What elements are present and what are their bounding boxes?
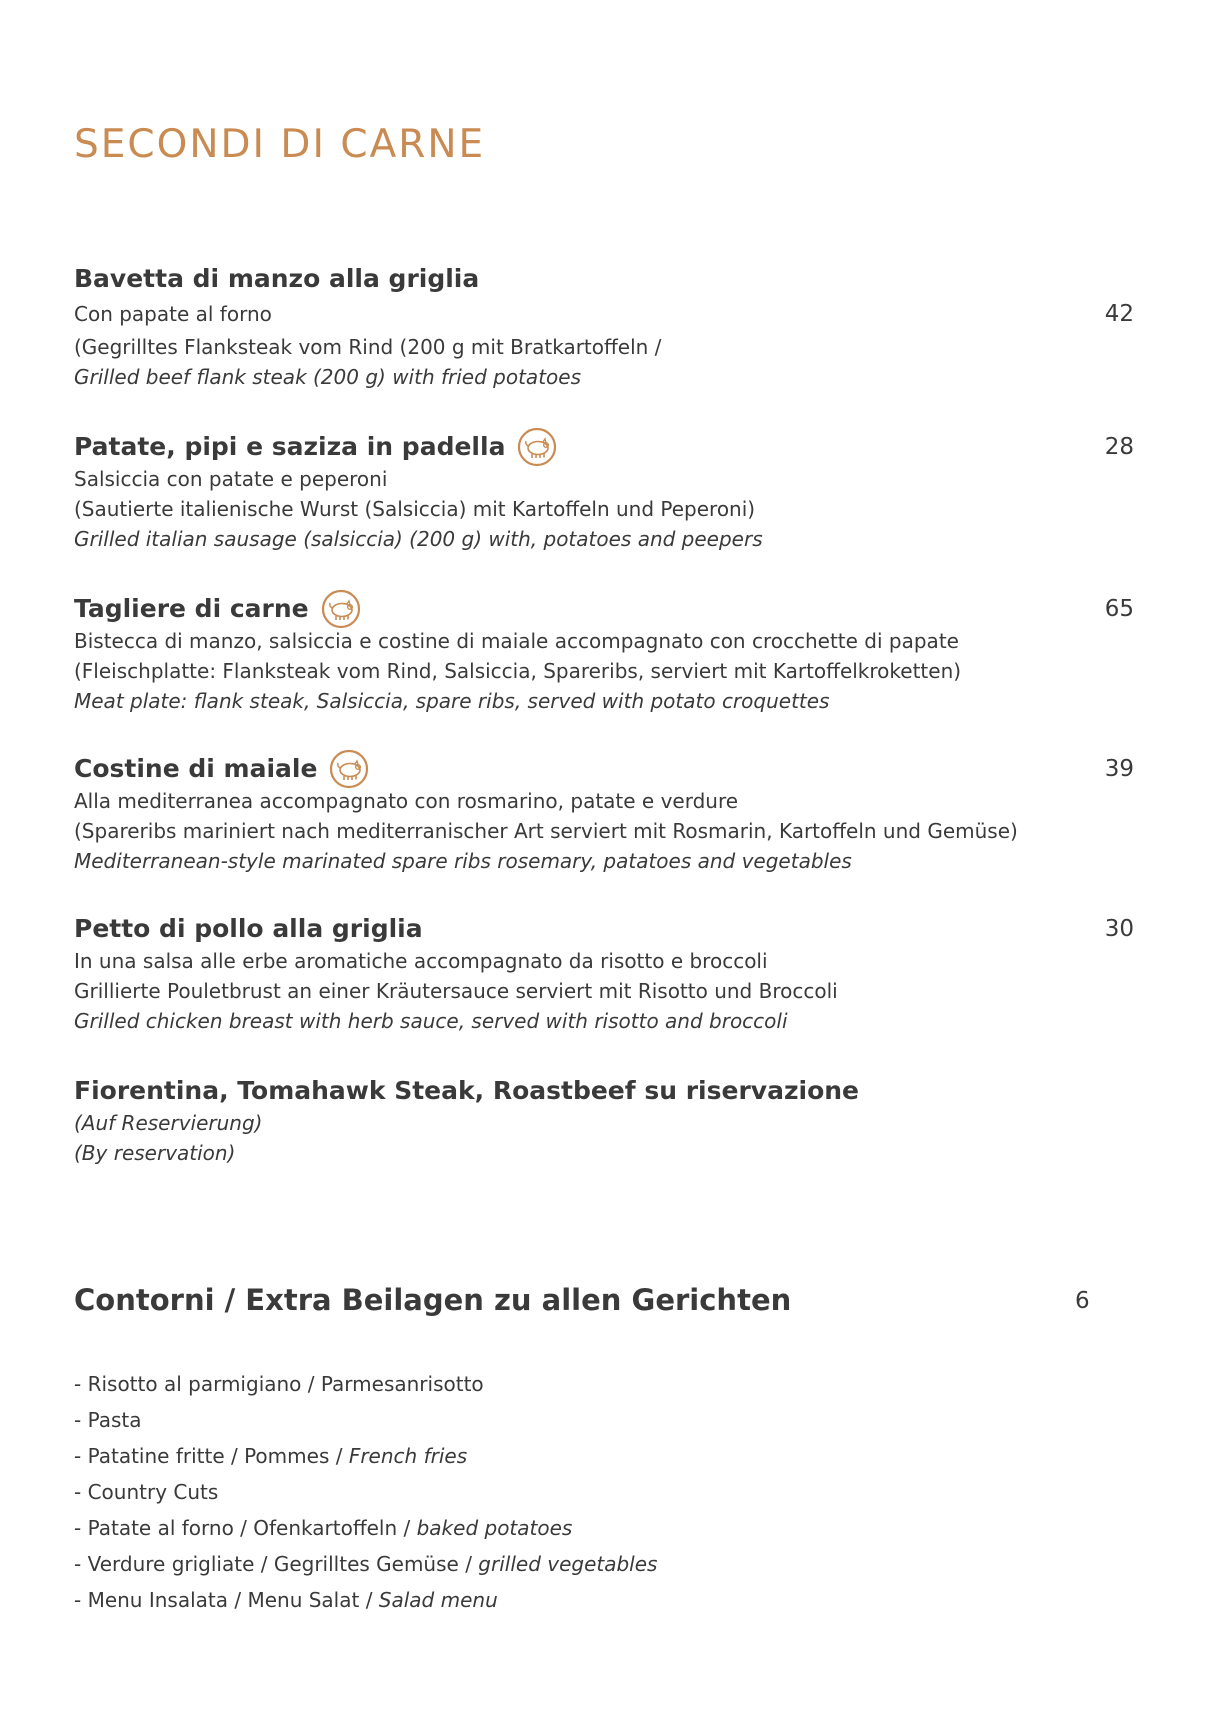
menu-item-price: 30 [1104, 916, 1134, 942]
menu-item [74, 592, 1134, 716]
pig-icon [329, 749, 369, 789]
menu-item-description-en: Grilled chicken breast with herb sauce, served with risotto and broccoli [74, 1009, 788, 1033]
contorni-title: Contorni / Extra Beilagen zu allen Gerichten [74, 1283, 792, 1317]
menu-item-name-text: Tagliere di carne [74, 594, 309, 623]
list-item [74, 1474, 657, 1510]
menu-item-description-de: (Fleischplatte: Flanksteak vom Rind, Salsiccia, Spareribs, serviert mit Kartoffelkroketten) [74, 659, 962, 683]
menu-item-description-de: (Sautierte italienische Wurst (Salsiccia) mit Kartoffeln und Peperoni) [74, 497, 756, 521]
menu-item-description-en: (By reservation) [74, 1141, 236, 1165]
menu-item-name [74, 262, 1134, 296]
menu-item-name [74, 912, 1134, 946]
page-title: SECONDI DI CARNE [74, 122, 486, 167]
side-dish-text-en: French fries [348, 1444, 468, 1468]
menu-item-description-it: In una salsa alle erbe aromatiche accompagnato da risotto e broccoli [74, 949, 768, 973]
pig-icon [321, 589, 361, 629]
menu-item-description-en: Grilled italian sausage (salsiccia) (200 g) with, potatoes and peepers [74, 527, 763, 551]
menu-item-description-de: (Auf Reservierung) [74, 1111, 263, 1135]
menu-item-description-de: (Spareribs mariniert nach mediterranischer Art serviert mit Rosmarin, Kartoffeln und Gemüse) [74, 819, 1018, 843]
menu-item-name [74, 1074, 1134, 1108]
menu-item-description-de: (Gegrilltes Flanksteak vom Rind (200 g mit Bratkartoffeln / [74, 335, 662, 359]
menu-item [74, 912, 1134, 1036]
side-dish-list [74, 1366, 657, 1618]
side-dish-text: - Menu Insalata / Menu Salat / [74, 1588, 379, 1612]
menu-item [74, 752, 1134, 876]
list-item [74, 1582, 657, 1618]
menu-item-name [74, 752, 1134, 786]
side-dish-text: - Risotto al parmigiano / Parmesanrisotto [74, 1372, 484, 1396]
menu-item-description-en: Meat plate: flank steak, Salsiccia, spare ribs, served with potato croquettes [74, 689, 830, 713]
side-dish-text: - Patatine fritte / Pommes / [74, 1444, 349, 1468]
list-item [74, 1402, 657, 1438]
menu-item-price: 65 [1104, 596, 1134, 622]
side-dish-text: - Verdure grigliate / Gegrilltes Gemüse / [74, 1552, 479, 1576]
menu-item-name-text: Costine di maiale [74, 754, 318, 783]
menu-item-description-it: Bistecca di manzo, salsiccia e costine di maiale accompagnato con crocchette di papate [74, 629, 959, 653]
menu-item-name-text: Patate, pipi e saziza in padella [74, 432, 506, 461]
menu-item-description-it: Con papate al forno [74, 302, 272, 326]
pig-icon [517, 427, 557, 467]
menu-item-price: 28 [1104, 434, 1134, 460]
menu-item-name-text: Petto di pollo alla griglia [74, 914, 423, 943]
menu-item-description-it: Alla mediterranea accompagnato con rosmarino, patate e verdure [74, 789, 739, 813]
menu-item [74, 262, 1134, 392]
side-dish-text: - Country Cuts [74, 1480, 219, 1504]
menu-item [74, 1074, 1134, 1168]
list-item [74, 1510, 657, 1546]
menu-item-name [74, 430, 1134, 464]
menu-item-price: 42 [1104, 301, 1134, 327]
menu-item-description-de: Grillierte Pouletbrust an einer Kräutersauce serviert mit Risotto und Broccoli [74, 979, 838, 1003]
list-item [74, 1546, 657, 1582]
menu-item-description-it: Salsiccia con patate e peperoni [74, 467, 388, 491]
side-dish-text: - Patate al forno / Ofenkartoffeln / [74, 1516, 417, 1540]
side-dish-text-en: grilled vegetables [478, 1552, 658, 1576]
side-dish-text-en: Salad menu [378, 1588, 498, 1612]
contorni-price: 6 [1075, 1288, 1090, 1314]
list-item [74, 1438, 657, 1474]
menu-item-name-text: Fiorentina, Tomahawk Steak, Roastbeef su riservazione [74, 1076, 859, 1105]
list-item [74, 1366, 657, 1402]
menu-item-description-en: Grilled beef flank steak (200 g) with fried potatoes [74, 365, 581, 389]
side-dish-text-en: baked potatoes [416, 1516, 573, 1540]
menu-item-name-text: Bavetta di manzo alla griglia [74, 264, 480, 293]
menu-item-price: 39 [1104, 756, 1134, 782]
menu-item [74, 430, 1134, 554]
menu-item-description-en: Mediterranean-style marinated spare ribs rosemary, patatoes and vegetables [74, 849, 852, 873]
menu-item-name [74, 592, 1134, 626]
side-dish-text: - Pasta [74, 1408, 142, 1432]
